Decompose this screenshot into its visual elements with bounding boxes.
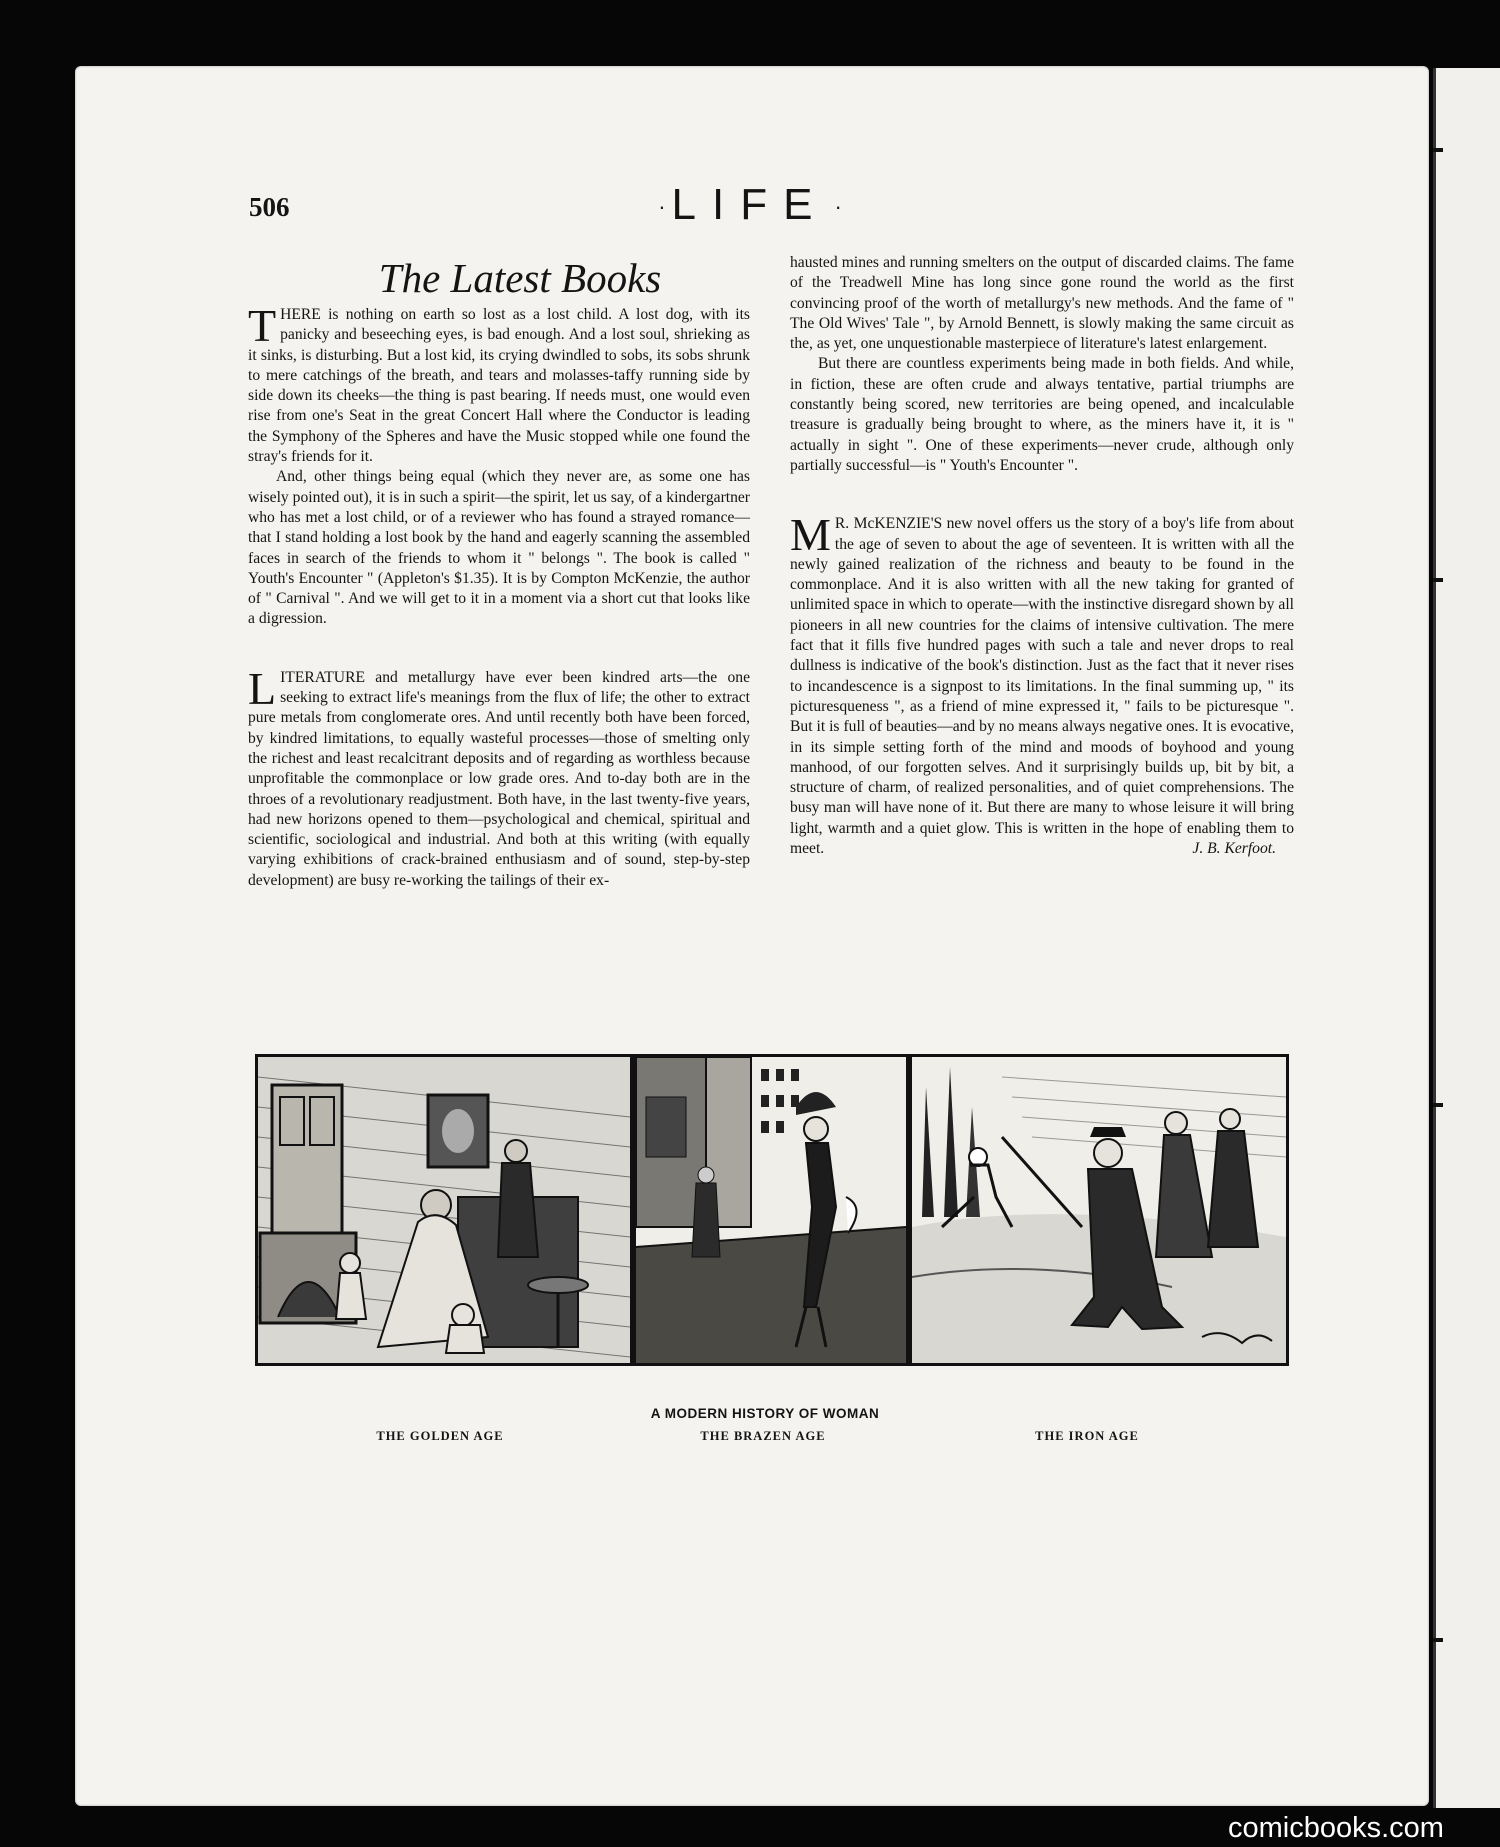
- cartoon-panel-iron-age: [909, 1054, 1289, 1366]
- drop-cap: T: [248, 300, 277, 351]
- panel-caption-iron-age: THE IRON AGE: [1035, 1429, 1139, 1443]
- parlor-illustration: [258, 1057, 630, 1363]
- article-column-right: [790, 253, 1294, 860]
- panel-caption-golden-age: THE GOLDEN AGE: [376, 1429, 504, 1443]
- article-title: The Latest Books: [378, 255, 662, 301]
- author-signature: J. B. Kerfoot.: [1192, 840, 1276, 858]
- drop-cap: L: [248, 662, 277, 714]
- chase-illustration: [912, 1057, 1286, 1363]
- article-paragraph: But there are countless experiments being made in both fields. And while, in fiction, these are often crude and always tentative, partial triumphs are constantly being scored, new territories are being opened, and incalculable treasure is gradually being brought to where, as the miners have it, it is " actually in sight ". One of these experiments—never crude, although only partially successful—is " Youth's Encounter ".: [790, 355, 1294, 474]
- adjacent-page-edge: [1433, 68, 1500, 1808]
- article-column-left: [248, 300, 750, 891]
- panel-caption-brazen-age: THE BRAZEN AGE: [700, 1429, 826, 1443]
- article-paragraph: M R. McKENZIE'S new novel offers us the story of a boy's life from about the age of seven to about the age of seventeen. It is written with all the newly gained realization of the richness and beauty to be found in the commonplace. And it is also written with all the new taking for granted of unlimited space in which to operate—with the instinctive disregard shown by all pioneers in all new countries for the claims of intensive cultivation. The mere fact that it fills five hundred pages with such a tale and never drops to real dullness is indicative of the book's distinction. Just as the fact that it never rises to incandescence is a signpost to its limitations. In the final summing up, " its picturesqueness ", as a friend of mine expressed it, " fails to be picturesque ". But it is full of beauties—and by no means always negative ones. It is evocative, in its simple setting forth of the mind and moods of boyhood and young manhood, of our forgotten selves. And it surprisingly builds up, bit by bit, a structure of charm, of realized personalities, and of quiet comprehensions. The busy man will have none of it. But there are many to whose leisure it will bring light, warmth and a quiet glow. This is written in the hope of enabling them to meet.: [790, 509, 1294, 858]
- drop-cap: M: [790, 509, 831, 561]
- masthead-title: LIFE: [671, 180, 829, 229]
- cartoon-panel-brazen-age: [633, 1054, 909, 1366]
- article-paragraph: LITERATURE and metallurgy have ever been kindred arts—the one seeking to extract life's meanings from the flux of life; the other to extract pure metals from conglomerate ores. And until recently both have been forced, by kindred limitations, to equally wasteful processes—those of smelting only the richest and least recalcitrant deposits and of regarding as worthless because unprofitable the commonplace or low grade ores. And to-day both are in the throes of a revolutionary readjustment. Both have, in the last twenty-five years, had new horizons opened to them—psychological and chemical, spiritual and scientific, sociological and industrial. And both at this writing (with equally varying exhibitions of crack-brained enthusiasm and of sound, step-by-step development) are busy re-working the tailings of their ex-: [248, 662, 750, 889]
- cartoon-title: A MODERN HISTORY OF WOMAN: [650, 1406, 880, 1421]
- magazine-masthead: · LIFE ·: [658, 180, 842, 229]
- street-illustration: [636, 1057, 906, 1363]
- article-paragraph: And, other things being equal (which they never are, as some one has wisely pointed out), it is in such a spirit—the spirit, let us say, of a kindergartner who has met a lost child, or of a reviewer who has found a strayed romance—that I stand holding a lost book by the hand and eagerly scanning the assembled faces in search of the friends to whom it " belongs ". The book is called " Youth's Encounter " (Appleton's $1.35). It is by Compton McKenzie, the author of " Carnival ". And we will get to it in a moment via a short cut that looks like a digression.: [248, 468, 750, 628]
- cartoon-strip: [255, 1054, 1289, 1360]
- page-number: 506: [249, 192, 290, 222]
- cartoon-panel-golden-age: [255, 1054, 633, 1366]
- article-paragraph: THERE is nothing on earth so lost as a lost child. A lost dog, with its panicky and beseeching eyes, is bad enough. And a lost soul, shrieking as it sinks, is disturbing. But a lost kid, its crying dwindled to sobs, its sobs shrunk to mere catchings of the breath, and tears and molasses-taffy running side by side down its cheeks—the thing is past bearing. If needs must, one would even rise from one's Seat in the great Concert Hall where the Conductor is leading the Symphony of the Spheres and have the Music stopped while one found the stray's friends for it.: [248, 300, 750, 466]
- site-watermark: comicbooks.com: [1228, 1812, 1444, 1844]
- article-paragraph: hausted mines and running smelters on the output of discarded claims. The fame of the Treadwell Mine has long since gone round the world as the first convincing proof of the worth of metallurgy's new methods. And the fame of " The Old Wives' Tale ", by Arnold Bennett, is slowly making the same circuit as the, as yet, one unquestionable masterpiece of literature's latest enlargement.: [790, 254, 1294, 353]
